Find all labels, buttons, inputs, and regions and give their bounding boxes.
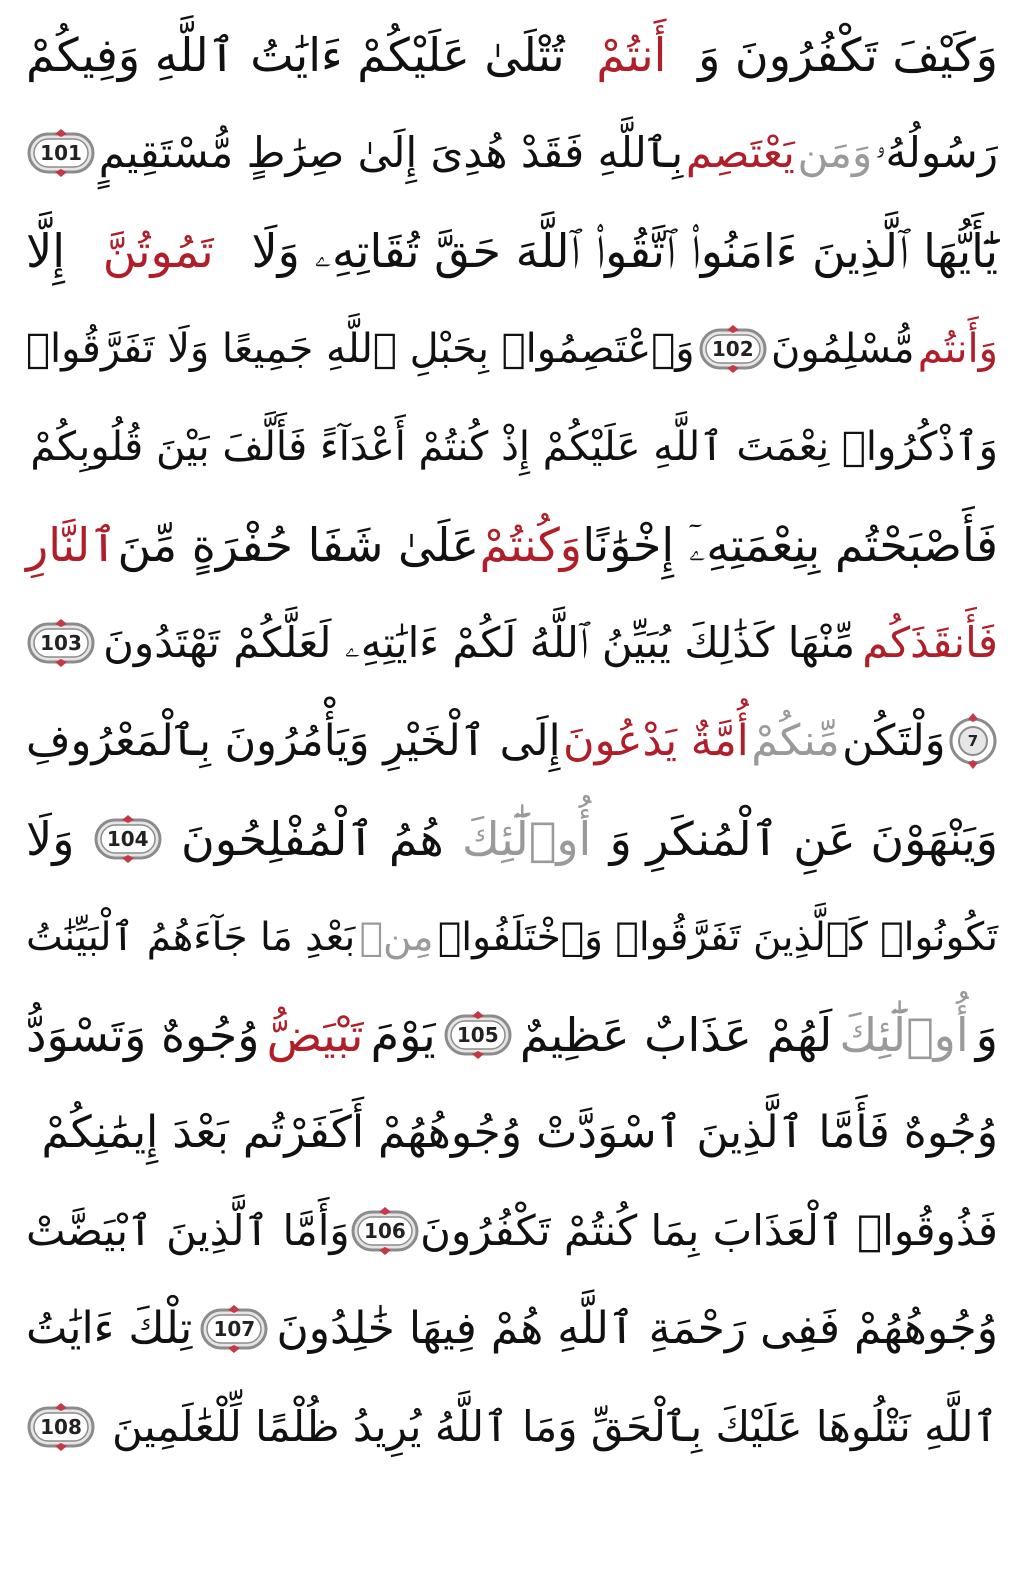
verse-number: 103 — [40, 631, 82, 655]
verse-number-marker — [26, 618, 96, 668]
verse-number: 102 — [711, 337, 754, 361]
verse-text: فَذُوقُوا۟ ٱلْعَذَابَ بِمَا كُنتُمْ تَكْفُرُونَ — [420, 1206, 998, 1255]
verse-text: تَكُونُوا۟ كَٱلَّذِينَ تَفَرَّقُوا۟ وَٱخْتَلَفُوا۟ — [437, 914, 998, 960]
verse-text: إِلَّا — [26, 224, 66, 278]
verse-text: تِلْكَ ءَايَٰتُ — [26, 1303, 193, 1354]
verse-text: لَهُمْ عَذَابٌ عَظِيمٌ — [519, 1008, 833, 1062]
text-line — [26, 398, 998, 496]
verse-text: يَٰٓأَيُّهَا ٱلَّذِينَ ءَامَنُوا۟ ٱتَّقُوا۟ ٱللَّهَ حَقَّ تُقَاتِهِۦ وَلَا — [251, 224, 998, 278]
verse-text: هُمُ ٱلْمُفْلِحُونَ — [180, 812, 444, 866]
tajweed-highlight: أَنتُمْ — [596, 28, 667, 82]
verse-number-marker — [93, 814, 163, 864]
tajweed-highlight: تَمُوتُنَّ — [102, 224, 214, 278]
verse-text: وُجُوهٌ فَأَمَّا ٱلَّذِينَ ٱسْوَدَّتْ وُجُوهُهُمْ أَكَفَرْتُم بَعْدَ إِيمَٰنِكُمْ — [41, 1107, 998, 1158]
verse-text: بِٱللَّهِ فَقَدْ هُدِىَ إِلَىٰ صِرَٰطٍ مُّسْتَقِيمٍ — [98, 128, 684, 177]
verse-number: 106 — [364, 1219, 406, 1243]
verse-text: وَكَيْفَ تَكْفُرُونَ وَ — [698, 28, 998, 82]
verse-text: وَيَنْهَوْنَ عَنِ ٱلْمُنكَرِ وَ — [609, 812, 998, 866]
verse-text: وَٱعْتَصِمُوا۟ بِحَبْلِ ٱللَّهِ جَمِيعًا وَلَا تَفَرَّقُوا۟ — [26, 326, 695, 372]
verse-number-marker — [26, 128, 96, 178]
verse-text: تُتْلَىٰ عَلَيْكُمْ ءَايَٰتُ ٱللَّهِ وَفِيكُمْ — [26, 28, 565, 82]
verse-text: وَأَمَّا ٱلَّذِينَ ٱبْيَضَّتْ — [26, 1206, 350, 1255]
verse-text: وُجُوهُهُمْ فَفِى رَحْمَةِ ٱللَّهِ هُمْ فِيهَا خَٰلِدُونَ — [276, 1303, 998, 1354]
text-line — [26, 104, 998, 202]
tajweed-highlight: أُو۟لَٰٓئِكَ — [839, 1008, 969, 1062]
verse-text: إِلَى ٱلْخَيْرِ وَيَأْمُرُونَ بِٱلْمَعْرُوفِ — [26, 715, 561, 766]
verse-text: مُّسْلِمُونَ — [770, 326, 915, 372]
verse-text: وَ — [975, 1008, 998, 1062]
text-line — [26, 6, 998, 104]
verse-number: 108 — [40, 1415, 82, 1439]
tajweed-highlight: فَأَنقَذَكُم — [862, 618, 998, 667]
tajweed-highlight: وَكُنتُمْ — [479, 518, 582, 572]
text-line — [26, 300, 998, 398]
verse-number: 107 — [213, 1317, 256, 1341]
text-line — [26, 1378, 998, 1476]
text-line — [26, 202, 998, 300]
verse-text: وُجُوهٌ وَتَسْوَدُّ — [26, 1008, 260, 1062]
tajweed-highlight: أُمَّةٌ يَدْعُونَ — [563, 715, 749, 766]
verse-number: 101 — [40, 141, 82, 165]
verse-number-marker — [350, 1206, 420, 1256]
verse-number-marker — [443, 1010, 513, 1060]
hizb-number: 7 — [967, 732, 979, 750]
hizb-marker — [948, 711, 998, 771]
tajweed-highlight: وَمَن — [797, 128, 873, 177]
text-line — [26, 1182, 998, 1280]
text-line — [26, 790, 998, 888]
verse-text: رَسُولُهُۥ — [875, 128, 998, 177]
verse-text: ٱللَّهِ نَتْلُوهَا عَلَيْكَ بِٱلْحَقِّ وَمَا ٱللَّهُ يُرِيدُ ظُلْمًا لِّلْعَٰلَمِينَ — [111, 1402, 998, 1451]
verse-text: فَأَصْبَحْتُم بِنِعْمَتِهِۦٓ إِخْوَٰنًا — [582, 518, 998, 572]
verse-number: 104 — [106, 827, 149, 851]
verse-text: يَوْمَ — [370, 1008, 436, 1062]
tajweed-highlight: ٱلنَّارِ — [26, 518, 118, 572]
text-line — [26, 986, 998, 1084]
tajweed-highlight: تَبْيَضُّ — [266, 1008, 364, 1062]
verse-text: بَعْدِ مَا جَآءَهُمُ ٱلْبَيِّنَٰتُ — [26, 914, 356, 960]
verse-number-marker — [26, 1402, 96, 1452]
verse-number-marker — [199, 1304, 269, 1354]
tajweed-highlight: مِّنكُمْ — [751, 715, 840, 766]
text-line — [26, 594, 998, 692]
tajweed-highlight: مِنۢ — [359, 914, 434, 960]
verse-text: مِّنْهَا كَذَٰلِكَ يُبَيِّنُ ٱللَّهُ لَكُمْ ءَايَٰتِهِۦ لَعَلَّكُمْ تَهْتَدُونَ — [103, 618, 856, 667]
verse-text: وَٱذْكُرُوا۟ نِعْمَتَ ٱللَّهِ عَلَيْكُمْ إِذْ كُنتُمْ أَعْدَآءً فَأَلَّفَ بَيْنَ قُلُوبِكُمْ — [30, 424, 998, 470]
text-line — [26, 1280, 998, 1378]
verse-text: عَلَىٰ شَفَا حُفْرَةٍ مِّنَ — [117, 518, 480, 572]
verse-number-marker — [698, 324, 768, 374]
tajweed-highlight: وَأَنتُم — [917, 326, 998, 372]
text-line — [26, 1084, 998, 1182]
verse-text: وَلَا — [26, 812, 75, 866]
text-line — [26, 888, 998, 986]
text-line — [26, 496, 998, 594]
verse-text: وَلْتَكُن — [842, 715, 946, 766]
tajweed-highlight: يَعْتَصِم — [685, 128, 795, 177]
verse-number: 105 — [456, 1023, 499, 1047]
tajweed-highlight: أُو۟لَٰٓئِكَ — [462, 812, 592, 866]
text-line — [26, 692, 998, 790]
